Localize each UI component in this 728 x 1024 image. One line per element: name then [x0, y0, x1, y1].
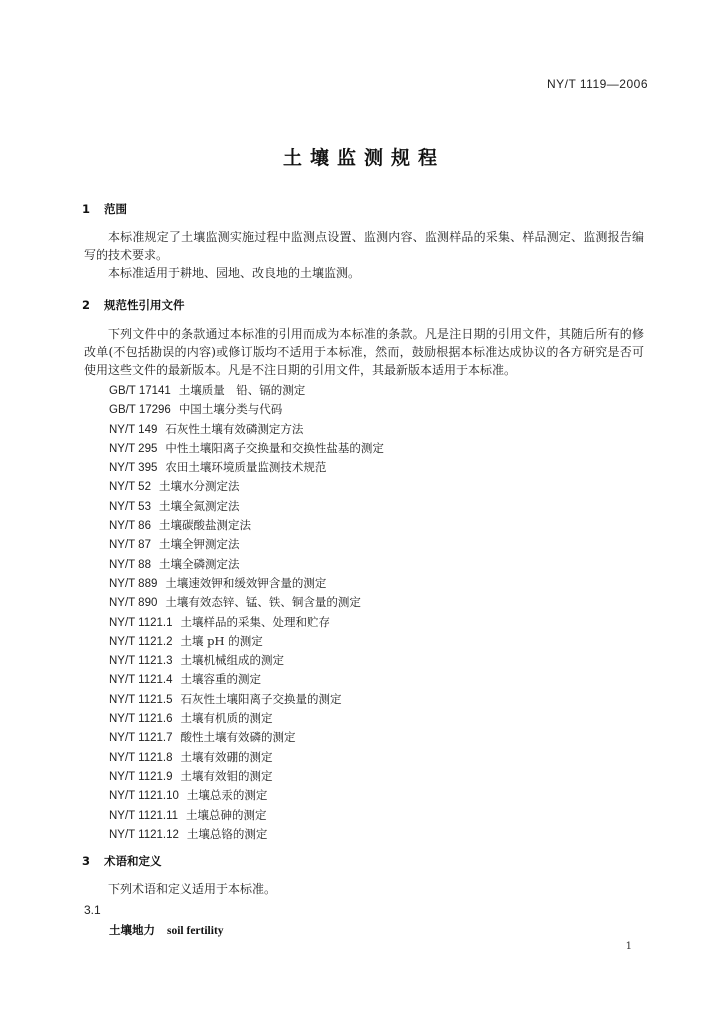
- reference-title: 石灰性土壤阳离子交换量的测定: [180, 691, 342, 706]
- reference-title: 中国土壤分类与代码: [178, 402, 283, 417]
- reference-title: 土壤总砷的测定: [186, 807, 267, 822]
- reference-item: [109, 670, 384, 689]
- reference-item: [109, 748, 384, 767]
- normative-reference-list: [109, 381, 384, 844]
- reference-code: NY/T 1121.8: [109, 751, 173, 764]
- reference-title: 石灰性土壤有效磷测定方法: [165, 421, 304, 436]
- reference-title: 土壤机械组成的测定: [180, 653, 285, 668]
- reference-title: 土壤总铬的测定: [186, 826, 268, 841]
- reference-item: [109, 825, 384, 844]
- reference-code: NY/T 295: [109, 442, 158, 455]
- reference-item: [109, 632, 384, 651]
- reference-title: 土壤总汞的测定: [186, 788, 268, 803]
- reference-item: [109, 458, 384, 477]
- reference-title: 土壤全钾测定法: [158, 537, 240, 552]
- reference-item: [109, 497, 384, 516]
- reference-item: [109, 806, 384, 825]
- reference-title: 土壤 pH 的测定: [180, 633, 263, 648]
- reference-code: NY/T 1121.6: [109, 713, 173, 726]
- section-3-heading: [82, 853, 162, 869]
- section-1-title: 范围: [104, 202, 127, 216]
- reference-code: NY/T 890: [109, 597, 158, 610]
- term-entry: [109, 922, 224, 938]
- page-number: 1: [625, 941, 632, 952]
- reference-item: [109, 555, 384, 574]
- reference-title: 中性土壤阳离子交换量和交换性盐基的测定: [165, 440, 384, 455]
- reference-code: NY/T 1121.4: [109, 674, 173, 687]
- reference-title: 土壤质量 铅、镉的测定: [178, 383, 306, 397]
- reference-title: 土壤有效态锌、锰、铁、铜含量的测定: [165, 595, 361, 610]
- reference-item: [109, 420, 384, 439]
- reference-code: NY/T 1121.3: [109, 655, 173, 668]
- reference-code: NY/T 87: [109, 539, 151, 552]
- reference-code: NY/T 52: [109, 481, 151, 494]
- term-english: soil fertility: [167, 925, 224, 937]
- reference-title: 土壤水分测定法: [158, 479, 240, 494]
- reference-title: 土壤有机质的测定: [180, 711, 273, 726]
- section-1-number: 1: [82, 202, 91, 216]
- reference-item: [109, 786, 384, 805]
- clause-number: 3.1: [84, 903, 101, 917]
- term-chinese: 土壤地力: [109, 923, 155, 937]
- reference-title: 土壤速效钾和缓效钾含量的测定: [165, 575, 327, 590]
- reference-title: 土壤容重的测定: [180, 672, 262, 687]
- reference-code: GB/T 17296: [109, 404, 171, 417]
- reference-code: NY/T 1121.10: [109, 790, 179, 803]
- reference-code: NY/T 1121.11: [109, 809, 179, 822]
- standard-code: NY/T 1119—2006: [546, 77, 648, 91]
- section-3-title: 术语和定义: [104, 854, 162, 868]
- section-1-heading: [82, 201, 127, 217]
- section-1-paragraph-1: 本标准规定了土壤监测实施过程中监测点设置、监测内容、监测样品的采集、样品测定、监测报告编写的技术要求。: [84, 230, 644, 262]
- reference-code: NY/T 1121.2: [109, 635, 173, 648]
- reference-code: NY/T 1121.12: [109, 828, 179, 841]
- section-2-heading: [82, 297, 185, 313]
- reference-title: 土壤全磷测定法: [158, 556, 240, 571]
- reference-code: NY/T 53: [109, 500, 151, 513]
- reference-item: [109, 593, 384, 612]
- reference-item: [109, 613, 384, 632]
- reference-item: [109, 381, 384, 400]
- reference-code: NY/T 889: [109, 577, 158, 590]
- reference-code: NY/T 1121.5: [109, 693, 173, 706]
- reference-code: NY/T 88: [109, 558, 151, 571]
- reference-code: NY/T 86: [109, 520, 151, 533]
- reference-title: 土壤有效钼的测定: [180, 768, 273, 783]
- reference-item: [109, 728, 384, 747]
- section-3-paragraph-1: 下列术语和定义适用于本标准。: [108, 882, 277, 896]
- reference-item: [109, 709, 384, 728]
- reference-title: 土壤碳酸盐测定法: [158, 518, 251, 533]
- section-2-title: 规范性引用文件: [104, 298, 185, 312]
- reference-item: [109, 690, 384, 709]
- reference-title: 农田土壤环境质量监测技术规范: [165, 460, 327, 475]
- reference-item: [109, 651, 384, 670]
- reference-title: 酸性土壤有效磷的测定: [180, 730, 296, 745]
- section-2-paragraph-1: 下列文件中的条款通过本标准的引用而成为本标准的条款。凡是注日期的引用文件，其随后所有的修改单(不包括勘误的内容)或修订版均不适用于本标准，然而，鼓励根据本标准达成协议的各方研究是否可使用这些文件的最新版本。凡是不注日期的引用文件，其最新版本适用于本标准。: [84, 327, 644, 377]
- reference-title: 土壤有效硼的测定: [180, 749, 273, 764]
- reference-item: [109, 400, 384, 419]
- reference-code: NY/T 1121.9: [109, 770, 173, 783]
- reference-item: [109, 516, 384, 535]
- reference-item: [109, 574, 384, 593]
- reference-item: [109, 477, 384, 496]
- reference-title: 土壤全氮测定法: [158, 498, 240, 513]
- reference-item: [109, 535, 384, 554]
- section-2-number: 2: [82, 298, 91, 312]
- reference-code: NY/T 395: [109, 462, 158, 475]
- reference-code: NY/T 1121.7: [109, 732, 173, 745]
- reference-item: [109, 767, 384, 786]
- section-3-number: 3: [82, 854, 91, 868]
- reference-title: 土壤样品的采集、处理和贮存: [180, 614, 331, 629]
- reference-code: GB/T 17141: [109, 385, 171, 397]
- document-title: 土壤监测规程: [282, 147, 445, 169]
- section-1-paragraph-2: 本标准适用于耕地、园地、改良地的土壤监测。: [108, 266, 361, 280]
- reference-item: [109, 439, 384, 458]
- reference-code: NY/T 1121.1: [109, 616, 173, 629]
- reference-code: NY/T 149: [109, 423, 158, 436]
